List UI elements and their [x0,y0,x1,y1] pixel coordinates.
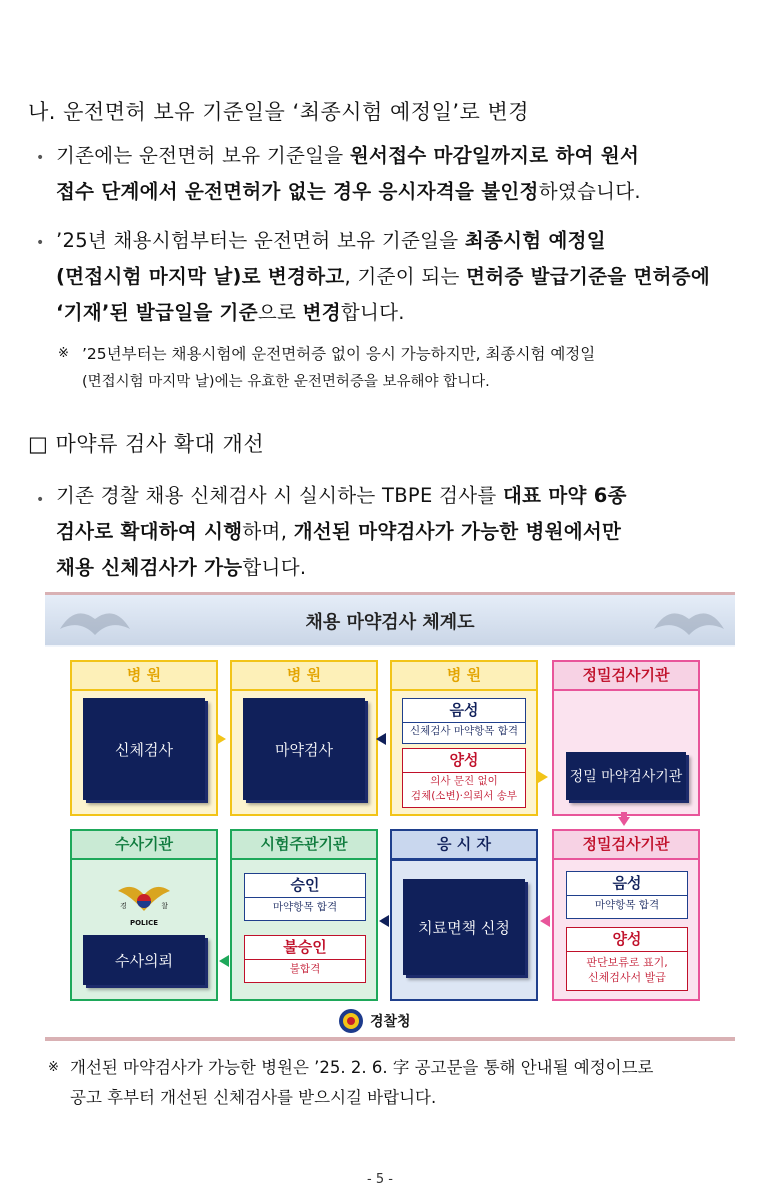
column-head: 정밀검사기관 [554,831,698,860]
section-heading-license: 나. 운전면허 보유 기준일을 ‘최종시험 예정일’로 변경 [28,100,530,124]
arrow-left-icon [379,915,389,927]
physical-exam-box: 신체검사 [83,698,205,800]
bold-text: 채용 신체검사가 가능 [56,556,243,579]
footnote-line: 공고 후부터 개선된 신체검사를 받으시길 바랍니다. [70,1088,437,1107]
negative-result-box [402,698,526,744]
text: , 기준이 되는 [344,265,467,288]
result-subtitle: 신체검사서 발급 [588,971,666,984]
negative-result-box [566,871,688,919]
column-head: 병 원 [72,662,216,691]
precision-lab-column-bottom [552,829,700,1001]
hospital-column-3 [390,660,538,816]
result-title: 승인 [245,874,365,898]
bold-text: (면접시험 마지막 날)로 변경하고 [56,265,345,288]
arrow-left-icon [540,915,550,927]
precision-lab-column-top [552,660,700,816]
treatment-exemption-box: 치료면책 신청 [403,879,525,975]
column-head: 정밀검사기관 [554,662,698,691]
bold-text: 대표 마약 6종 [503,484,627,507]
investigation-request-box: 수사의뢰 [83,935,205,985]
bold-text: 접수 단계에서 운전면허가 없는 경우 응시자격을 불인정 [56,180,539,203]
applicant-column [390,829,538,1001]
investigation-column [70,829,218,1001]
paragraph-license-2 [56,223,746,331]
diagram-title-bar [45,592,735,647]
footnote [70,1053,750,1113]
text: 하며, [242,520,294,543]
text: 기존에는 운전면허 보유 기준일을 [56,144,350,167]
result-title: 양성 [403,749,525,773]
diagram-footer-rule [45,1037,735,1041]
page-number: - 5 - [367,1172,393,1187]
footnote-line: 개선된 마약검사가 가능한 병원은 ’25. 2. 6. 字 공고문을 통해 안내될 예정이므로 [70,1058,654,1077]
section-heading-drug: □ 마약류 검사 확대 개선 [28,432,265,456]
column-head: 병 원 [232,662,376,691]
bold-text: ‘기재’된 발급일을 기준 [56,301,258,324]
result-subtitle: 불합격 [289,963,321,975]
arrow-left-icon [219,955,229,967]
bold-text: 최종시험 예정일 [464,229,606,252]
column-head: 시험주관기관 [232,831,376,860]
note-mark: ※ [58,346,69,361]
result-subtitle: 검체(소변)·의뢰서 송부 [410,790,518,802]
police-badge [114,879,174,935]
exam-org-column [230,829,378,1001]
police-badge-icon [114,879,174,919]
bold-text: 원서접수 마감일까지로 하여 원서 [349,144,640,167]
hospital-column-1 [70,660,218,816]
hospital-column-2 [230,660,378,816]
bullet-dot: • [36,150,45,166]
text: ’25년 채용시험부터는 운전면허 보유 기준일을 [56,229,465,252]
column-head: 병 원 [392,662,536,691]
note-line: (면접시험 마지막 날)에는 유효한 운전면허증을 보유해야 합니다. [82,374,490,390]
paragraph-license-1 [56,138,746,210]
disapproval-box [244,935,366,983]
precision-lab-box: 정밀 마약검사기관 [566,752,686,800]
text: 기존 경찰 채용 신체검사 시 실시하는 TBPE 검사를 [56,484,504,507]
arrow-down-icon [618,817,630,826]
text: 합니다. [340,301,405,324]
text: 하였습니다. [538,180,641,203]
arrow-right-icon [538,771,548,783]
diagram-title: 채용 마약검사 체계도 [305,612,475,633]
positive-result-box [566,927,688,991]
note-license [82,340,747,396]
result-subtitle: 판단보류로 표기, [586,956,668,969]
positive-result-box [402,748,526,808]
footnote-mark: ※ [48,1060,59,1075]
badge-right-text: 찰 [161,902,168,910]
badge-label: POLICE [129,919,159,927]
result-subtitle: 마약항목 합격 [594,899,660,911]
arrow-left-icon [376,733,386,745]
approval-box [244,873,366,921]
text: 으로 [257,301,303,324]
paragraph-drug [56,478,746,586]
note-line: ’25년부터는 채용시험에 운전면허증 없이 응시 가능하지만, 최종시험 예정일 [82,345,596,363]
drug-test-box: 마약검사 [243,698,365,800]
result-subtitle: 의사 문진 없이 [430,775,498,787]
result-subtitle: 신체검사 마약항목 합격 [409,725,519,737]
police-agency-name: 경찰청 [370,1014,411,1030]
bold-text: 검사로 확대하여 시행 [56,520,243,543]
police-emblem-icon [338,1008,364,1034]
column-head: 응 시 자 [392,831,536,861]
bold-text: 변경 [302,301,341,324]
police-agency-footer [338,1008,411,1034]
result-subtitle: 마약항목 합격 [272,901,338,913]
badge-left-text: 경 [120,902,127,910]
arrow-right-icon [216,733,226,745]
text: 합니다. [242,556,307,579]
result-title: 음성 [403,699,525,723]
result-title: 불승인 [245,936,365,960]
column-head: 수사기관 [72,831,216,860]
bold-text: 면허증 발급기준을 면허증에 [466,265,710,288]
result-title: 음성 [567,872,687,896]
bold-text: 개선된 마약검사가 가능한 병원에서만 [293,520,622,543]
bullet-dot: • [36,235,45,251]
result-title: 양성 [567,928,687,952]
eagle-emblem-icon [649,599,729,643]
bullet-dot: • [36,492,45,508]
